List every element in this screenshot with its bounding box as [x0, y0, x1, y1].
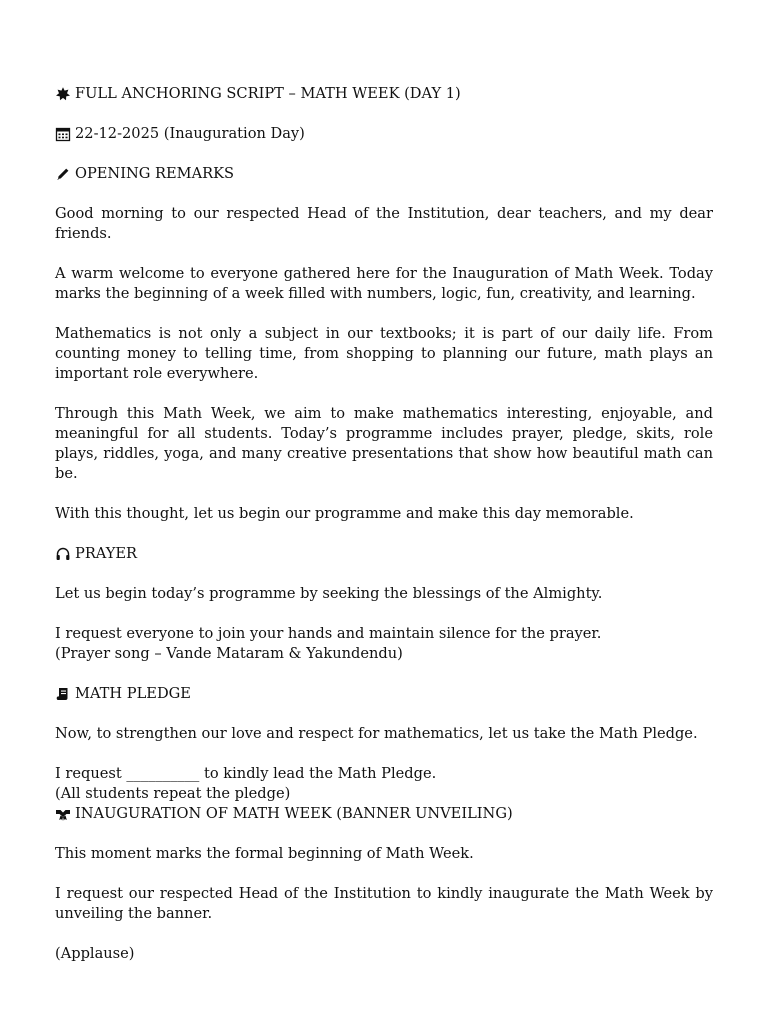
section-heading-pledge — [55, 684, 713, 704]
scroll-icon — [55, 686, 71, 702]
calendar-icon — [55, 126, 71, 142]
pledge-paragraph: Now, to strengthen our love and respect for mathematics, let us take the Math Pledge. — [55, 725, 698, 742]
opening-paragraph: Through this Math Week, we aim to make mathematics interesting, enjoyable, and meaningful for all students. Today’s programme includes prayer, pledge, skits, role plays, riddles, yoga, and many creative presentations that show how beautiful math can be. — [55, 405, 713, 482]
inauguration-heading-text: INAUGURATION OF MATH WEEK (BANNER UNVEILING) — [75, 805, 513, 822]
document-date — [55, 124, 713, 144]
prayer-paragraph: Let us begin today’s programme by seeking the blessings of the Almighty. — [55, 585, 603, 602]
opening-paragraph: A warm welcome to everyone gathered here for the Inauguration of Math Week. Today marks the beginning of a week filled with numbers, logic, fun, creativity, and learning. — [55, 265, 713, 302]
prayer-paragraph: (Prayer song – Vande Mataram & Yakundendu) — [55, 645, 403, 662]
section-heading-prayer — [55, 544, 713, 564]
date-text: 22-12-2025 (Inauguration Day) — [75, 125, 305, 142]
inauguration-paragraph: This moment marks the formal beginning of Math Week. — [55, 845, 474, 862]
section-heading-inauguration — [55, 804, 713, 824]
pledge-paragraph: (All students repeat the pledge) — [55, 785, 291, 802]
section-heading-opening — [55, 164, 713, 184]
opening-paragraph: Good morning to our respected Head of the Institution, dear teachers, and my dear friends. — [55, 205, 713, 242]
inauguration-paragraph: I request our respected Head of the Institution to kindly inaugurate the Math Week by unveiling the banner. — [55, 885, 713, 922]
inauguration-paragraph: (Applause) — [55, 945, 135, 962]
ribbon-icon — [55, 806, 71, 822]
prayer-paragraph: I request everyone to join your hands and maintain silence for the prayer. — [55, 625, 602, 642]
opening-paragraph: With this thought, let us begin our programme and make this day memorable. — [55, 505, 634, 522]
pencil-icon — [55, 166, 71, 182]
opening-heading-text: OPENING REMARKS — [75, 165, 235, 182]
headphones-icon — [55, 546, 71, 562]
pledge-paragraph: I request __________ to kindly lead the Math Pledge. — [55, 765, 437, 782]
pledge-heading-text: MATH PLEDGE — [75, 685, 191, 702]
title-text: FULL ANCHORING SCRIPT – MATH WEEK (DAY 1) — [75, 85, 461, 102]
opening-paragraph: Mathematics is not only a subject in our textbooks; it is part of our daily life. From counting money to telling time, from shopping to planning our future, math plays an important role everywhere. — [55, 325, 713, 382]
prayer-heading-text: PRAYER — [75, 545, 138, 562]
document-title — [55, 84, 713, 104]
star-icon — [55, 86, 71, 102]
